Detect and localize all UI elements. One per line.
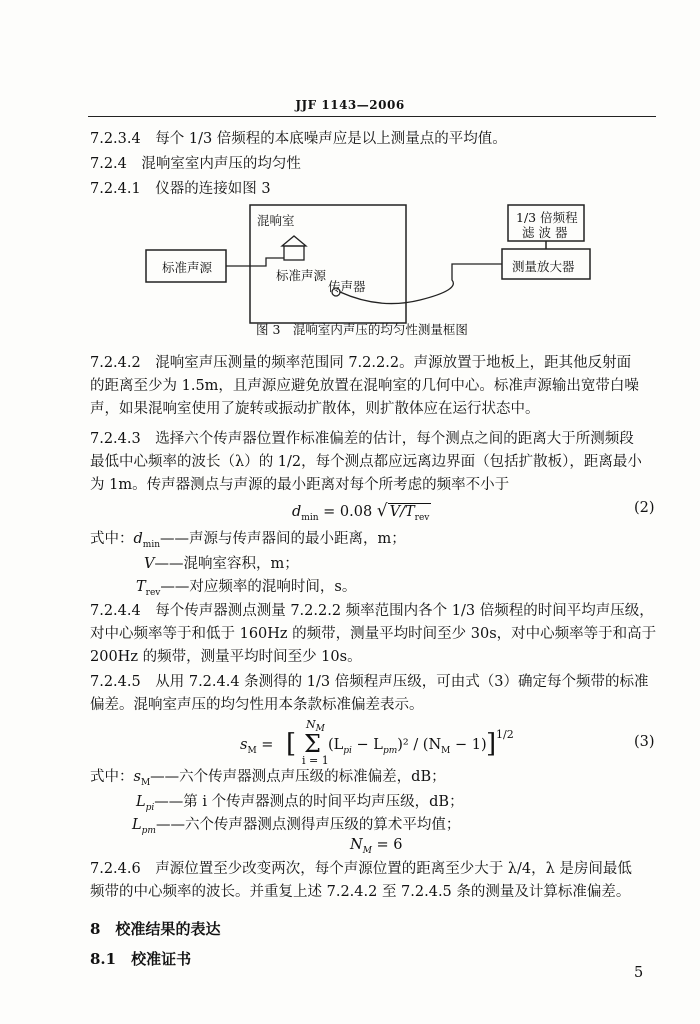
chamber-label: 混响室 [257, 213, 295, 228]
source-body-icon [284, 246, 304, 260]
p7244-line1: 7.2.4.4 每个传声器测点测量 7.2.2.2 频率范围内各个 1/3 倍频程的时间平均声压级， [90, 603, 654, 619]
source-roof-icon [282, 236, 306, 246]
defs3-lpi: $L_{pi}——$第 i 个传声器测点的时间平均声压级，dB； [136, 794, 464, 813]
p7246-line1: 7.2.4.6 声源位置至少改变两次，每个声源位置的距离至少大于 λ/4，λ 是房间最低 [90, 861, 632, 877]
p7243-line2: 最低中心频率的波长（λ）的 1/2，每个测点都应远离边界面（包括扩散板），距离最小 [90, 454, 642, 470]
p7242-line1: 7.2.4.2 混响室声压测量的频率范围同 7.2.2.2。声源放置于地板上，距其他反射面 [90, 355, 632, 371]
filter-label-line2: 滤 波 器 [522, 225, 568, 240]
p7243-line3: 为 1m。传声器测点与声源的最小距离对每个所考虑的频率不小于 [90, 477, 510, 493]
section-8-1-heading: 8.1 校准证书 [90, 950, 192, 968]
section-7-2-3-4: 7.2.3.4 每个 1/3 倍频程的本底噪声应是以上测量点的平均值。 [90, 131, 507, 147]
defs3-lpm: $L_{pm}——$六个传声器测点测得声压级的算术平均值； [132, 817, 461, 836]
p7244-line2: 对中心频率等于和低于 160Hz 的频带，测量平均时间至少 30s，对中心频率等于和高于 [90, 626, 657, 642]
defs2-d: 式中：$d_{min}——$声源与传声器间的最小距离，m； [90, 531, 406, 550]
defs3-nm: $N_M = 6$ [350, 837, 403, 856]
filter-label-line1: 1/3 倍频程 [516, 210, 578, 225]
section-7-2-4-heading: 7.2.4 混响室室内声压的均匀性 [90, 156, 301, 172]
defs2-t: $T_{rev}——$对应频率的混响时间，s。 [136, 579, 357, 598]
figure-caption: 图 3 混响室内声压的均匀性测量框图 [256, 322, 468, 337]
defs3-s: 式中：$s_M——$六个传声器测点声压级的标准偏差，dB； [90, 769, 446, 788]
header-rule [88, 116, 656, 117]
equation-3-number: (3) [634, 734, 655, 750]
source-cable [226, 258, 284, 266]
p7245-line1: 7.2.4.5 从用 7.2.4.4 条测得的 1/3 倍频程声压级，可由式（3）确定每个频带的标准 [90, 674, 649, 690]
p7245-line2: 偏差。混响室声压的均匀性用本条款标准偏差表示。 [90, 697, 424, 713]
section-7-2-4-1: 7.2.4.1 仪器的连接如图 3 [90, 181, 271, 197]
equation-2-number: (2) [634, 500, 655, 516]
std-source-outside-label: 标准声源 [162, 260, 213, 275]
p7244-line3: 200Hz 的频带，测量平均时间至少 10s。 [90, 649, 362, 665]
std-source-inside-label: 标准声源 [276, 268, 327, 283]
equation-2: $d_{min} = 0.08$ √ $V/T_{rev}$ [292, 501, 430, 523]
p7242-line3: 声，如果混响室使用了旋转或振动扩散体，则扩散体应在运行状态中。 [90, 401, 540, 417]
document-header: JJF 1143—2006 [295, 98, 405, 112]
microphone-label: 传声器 [328, 279, 366, 294]
defs2-v: V——混响室容积，m； [144, 556, 299, 572]
page-number: 5 [634, 965, 644, 981]
p7243-line1: 7.2.4.3 选择六个传声器位置作标准偏差的估计，每个测点之间的距离大于所测频段 [90, 431, 634, 447]
equation-3: $s_M$ = [ $N_M$ Σ i = 1 $(L_{pi} - L_{pm})^2 / (N_M - 1)$ ] 1/2 [240, 718, 514, 767]
amplifier-label: 测量放大器 [512, 259, 575, 274]
p7246-line2: 频带的中心频率的波长。并重复上述 7.2.4.2 至 7.2.4.5 条的测量及计算标准偏差。 [90, 884, 631, 900]
p7242-line2: 的距离至少为 1.5m，且声源应避免放置在混响室的几何中心。标准声源输出宽带白噪 [90, 378, 639, 394]
section-8-heading: 8 校准结果的表达 [90, 920, 221, 938]
figure-3 [90, 200, 660, 340]
